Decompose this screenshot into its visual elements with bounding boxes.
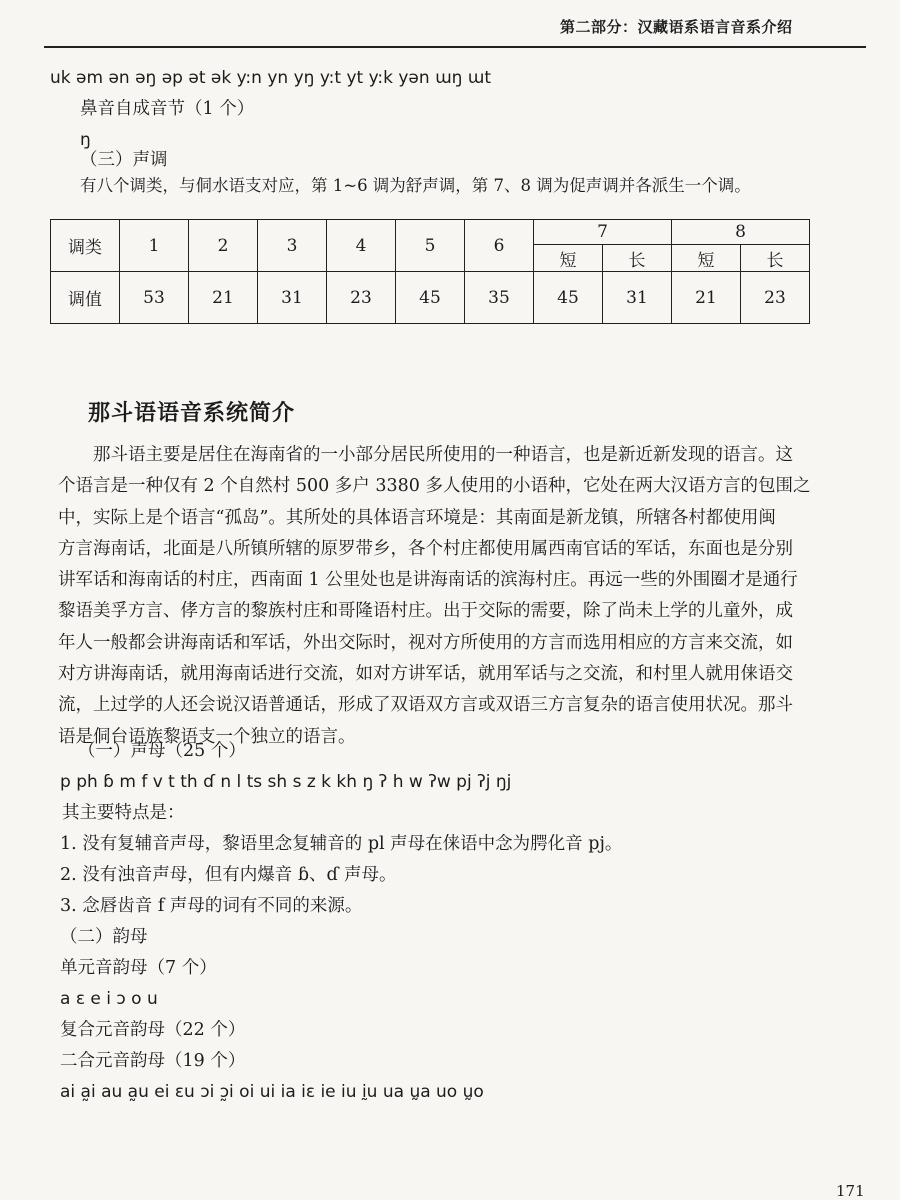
tone-value-cell: 31 (258, 272, 327, 324)
tone-value-cell: 21 (672, 272, 741, 324)
paragraph-line: 讲军话和海南话的村庄，西南面 1 公里处也是讲海南话的滨海村庄。再远一些的外围圈才是通行 (58, 570, 798, 591)
tone-category-cell: 6 (465, 220, 534, 272)
tone-value-cell: 53 (120, 272, 189, 324)
tone-value-cell: 45 (396, 272, 465, 324)
paragraph-line: 语是侗台语族黎语支一个独立的语言。 (58, 726, 356, 747)
diphthong-inventory: ai a̰i au a̰u ei ɛu ɔi ɔ̰i oi ui ia iɛ ie iu ḭu ua ṵa uo ṵo (60, 1082, 484, 1102)
paragraph-line: 那斗语主要是居住在海南省的一小部分居民所使用的一种语言，也是新近新发现的语言。这 (58, 445, 793, 465)
initials-heading: （一）声母（25 个） (78, 741, 246, 761)
feature-item: 1. 没有复辅音声母，黎语里念复辅音的 pl 声母在俫语中念为腭化音 pj。 (60, 834, 623, 854)
paragraph-line: 黎语美孚方言、侾方言的黎族村庄和哥隆语村庄。出于交际的需要，除了尚未上学的儿童外，成 (58, 601, 793, 622)
paragraph-line: 中，实际上是个语言“孤岛”。其所处的具体语言环境是：其南面是新龙镇，所辖各村都使用闽 (58, 507, 776, 528)
tones-description: 有八个调类，与侗水语支对应，第 1~6 调为舒声调，第 7、8 调为促声调并各派生一个调。 (80, 176, 751, 195)
page-number: 171 (836, 1182, 865, 1200)
tone-value-label: 调值 (51, 272, 120, 324)
tone-category-cell: 7 (534, 220, 672, 245)
section-title: 那斗语语音系统简介 (88, 401, 296, 426)
paragraph-line: 流，上过学的人还会说汉语普通话，形成了双语双方言或双语三方言复杂的语言使用状况。那斗 (58, 695, 793, 716)
tone-value-cell: 23 (741, 272, 810, 324)
paragraph-line: 个语言是一种仅有 2 个自然村 500 多户 3380 多人使用的小语种，它处在两大汉语方言的包围之 (58, 476, 811, 497)
tone-category-label: 调类 (51, 220, 120, 272)
finals-heading: （二）韵母 (60, 927, 148, 947)
tone-long-cell: 长 (603, 245, 672, 272)
finals-continuation-line: uk əm ən əŋ əp ət ək y:n yn yŋ y:t yt y:k yən ɯŋ ɯt (50, 68, 492, 88)
syllabic-nasal-label: 鼻音自成音节（1 个） (80, 99, 255, 119)
compound-vowel-label: 复合元音韵母（22 个） (60, 1020, 246, 1040)
intro-paragraph (58, 440, 838, 753)
tone-short-cell: 短 (534, 245, 603, 272)
tone-table (50, 219, 810, 324)
monophthong-label: 单元音韵母（7 个） (60, 958, 217, 978)
features-heading: 其主要特点是： (62, 803, 185, 823)
paragraph-line: 年人一般都会讲海南话和军话，外出交际时，视对方所使用的方言而选用相应的方言来交流，如 (58, 632, 793, 653)
tone-value-cell: 35 (465, 272, 534, 324)
tone-value-cell: 45 (534, 272, 603, 324)
feature-item: 3. 念唇齿音 f 声母的词有不同的来源。 (60, 896, 363, 916)
diphthong-label: 二合元音韵母（19 个） (60, 1051, 246, 1071)
tone-short-cell: 短 (672, 245, 741, 272)
initials-inventory: p ph ɓ m f v t th ɗ n l ts sh s z k kh ŋ ʔ h w ʔw pj ʔj ŋj (60, 772, 512, 792)
header-rule (44, 46, 866, 48)
feature-item: 2. 没有浊音声母，但有内爆音 ɓ、ɗ 声母。 (60, 865, 397, 885)
paragraph-line: 对方讲海南话，就用海南话进行交流，如对方讲军话，就用军话与之交流，和村里人就用俫语交 (58, 664, 793, 685)
running-header: 第二部分：汉藏语系语言音系介绍 (560, 18, 793, 36)
tone-category-cell: 8 (672, 220, 810, 245)
tone-category-cell: 3 (258, 220, 327, 272)
tone-value-cell: 21 (189, 272, 258, 324)
paragraph-line: 方言海南话，北面是八所镇所辖的原罗带乡，各个村庄都使用属西南官话的军话，东面也是分别 (58, 538, 793, 559)
tone-value-cell: 23 (327, 272, 396, 324)
tone-category-cell: 5 (396, 220, 465, 272)
tone-value-cell: 31 (603, 272, 672, 324)
tone-long-cell: 长 (741, 245, 810, 272)
tone-category-cell: 4 (327, 220, 396, 272)
monophthong-inventory: a ɛ e i ɔ o u (60, 989, 158, 1009)
syllabic-nasal: ŋ (80, 130, 91, 150)
tones-heading: （三）声调 (80, 150, 168, 170)
tone-category-cell: 2 (189, 220, 258, 272)
tone-category-cell: 1 (120, 220, 189, 272)
